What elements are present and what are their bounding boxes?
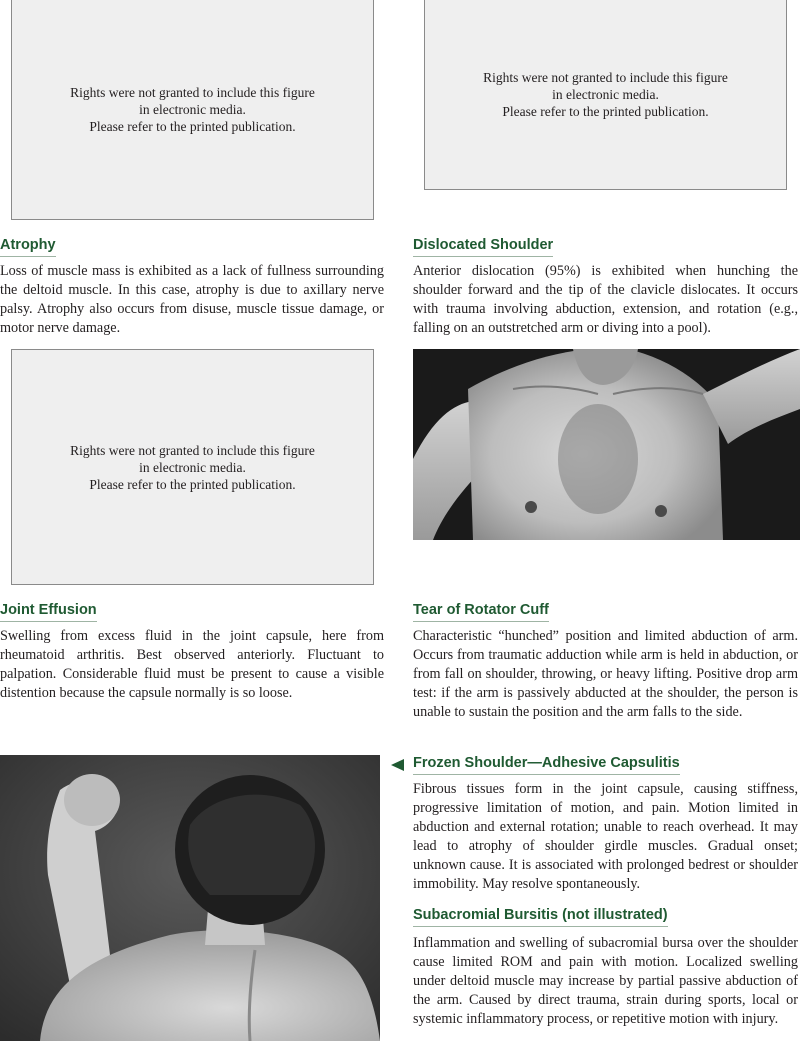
- joint-effusion-heading: Joint Effusion: [0, 602, 97, 622]
- frozen-shoulder-body: Fibrous tissues form in the joint capsule, causing stiffness, progressive limitation of motion, and pain. Motion limited in abduction and external rotation; unable to reach overhead. It may lead to atrophy of shoulder girdle muscles. Gradual onset; unknown cause. It is associated with prolonged bedrest or shoulder immobility. May resolve spontaneously.: [413, 781, 798, 892]
- joint-effusion-body: Swelling from excess fluid in the joint capsule, here from rheumatoid arthritis. Best observed anteriorly. Fluctuant to palpation. Considerable fluid must be present to cause a visible distention because the capsule normally is so loose.: [0, 628, 384, 701]
- figure-placeholder-atrophy: [11, 0, 374, 220]
- pointer-arrow-icon: [391, 759, 404, 771]
- rotator-cuff-heading: Tear of Rotator Cuff: [413, 602, 549, 622]
- placeholder-text: Rights were not granted to include this figure in electronic media. Please refer to the printed publication.: [483, 70, 728, 119]
- figure-placeholder-dislocated: [424, 0, 787, 190]
- figure-placeholder-effusion: [11, 349, 374, 585]
- placeholder-text: Rights were not granted to include this figure in electronic media. Please refer to the printed publication.: [70, 85, 315, 134]
- placeholder-text: Rights were not granted to include this figure in electronic media. Please refer to the printed publication.: [70, 442, 315, 492]
- frozen-shoulder-heading: Frozen Shoulder—Adhesive Capsulitis: [413, 755, 680, 775]
- frozen-shoulder-photo: [0, 755, 380, 1041]
- back-photo-image: [0, 755, 380, 1041]
- rotator-cuff-photo: [413, 349, 800, 540]
- atrophy-body: Loss of muscle mass is exhibited as a lack of fullness surrounding the deltoid muscle. In this case, atrophy is due to axillary nerve palsy. Atrophy also occurs from disuse, muscle tissue damage, or motor nerve damage.: [0, 263, 384, 336]
- rotator-cuff-body: Characteristic “hunched” position and limited abduction of arm. Occurs from traumatic adduction while arm is held in abduction, or from fall on shoulder, throwing, or heavy lifting. Positive drop arm test: if the arm is passively abducted at the shoulder, the person is unable to sustain the position and the arm falls to the side.: [413, 628, 798, 720]
- subacromial-bursitis-heading: Subacromial Bursitis (not illustrated): [413, 907, 668, 927]
- subacromial-bursitis-body: Inflammation and swelling of subacromial bursa over the shoulder cause limited ROM and pain with motion. Localized swelling under deltoid muscle may increase by partial passive abduction of the arm. Caused by direct trauma, strain during sports, local or systemic inflammatory process, or repetitive motion with injury.: [413, 935, 798, 1027]
- atrophy-heading: Atrophy: [0, 237, 56, 257]
- dislocated-shoulder-heading: Dislocated Shoulder: [413, 237, 553, 257]
- dislocated-shoulder-body: Anterior dislocation (95%) is exhibited when hunching the shoulder forward and the tip of the clavicle dislocates. It occurs with trauma involving abduction, extension, and rotation (e.g., falling on an outstretched arm or diving into a pool).: [413, 263, 798, 336]
- torso-photo-image: [413, 349, 800, 540]
